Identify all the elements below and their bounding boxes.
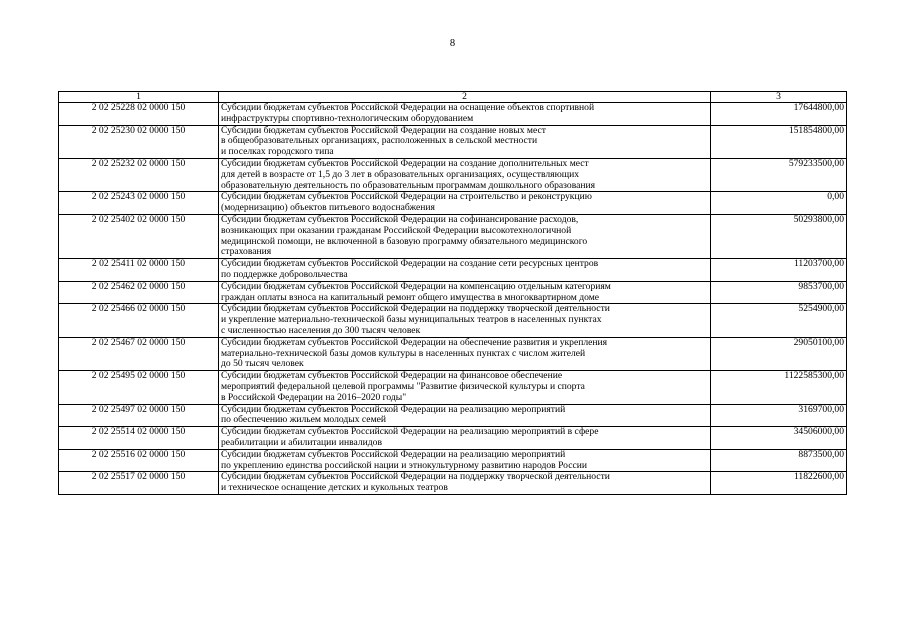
amount-cell: 11822600,00	[711, 472, 847, 495]
table-row	[59, 259, 847, 282]
amount-cell: 50293800,00	[711, 214, 847, 258]
budget-code-cell: 2 02 25466 02 0000 150	[59, 304, 219, 337]
table-row	[59, 371, 847, 404]
amount-cell: 34506000,00	[711, 427, 847, 450]
budget-code-cell: 2 02 25243 02 0000 150	[59, 192, 219, 215]
amount-cell: 11203700,00	[711, 259, 847, 282]
amount-cell: 9853700,00	[711, 281, 847, 304]
table-row	[59, 214, 847, 258]
amount-cell: 151854800,00	[711, 125, 847, 158]
table-row	[59, 103, 847, 126]
amount-cell: 5254900,00	[711, 304, 847, 337]
table-row	[59, 192, 847, 215]
revenue-name-cell: Субсидии бюджетам субъектов Российской Федерации на обеспечение развития и укрепления материально-технической базы домов культуры в населенных пунктах с числом жителей до 50 тысяч человек	[219, 337, 711, 370]
revenue-name-cell: Субсидии бюджетам субъектов Российской Федерации на реализацию мероприятий по обеспечению жильем молодых семей	[219, 404, 711, 427]
column-header-amount: 3	[711, 92, 847, 103]
budget-code-cell: 2 02 25228 02 0000 150	[59, 103, 219, 126]
table-row	[59, 304, 847, 337]
revenue-name-cell: Субсидии бюджетам субъектов Российской Федерации на оснащение объектов спортивной инфраструктуры спортивно-технологическим оборудованием	[219, 103, 711, 126]
amount-cell: 29050100,00	[711, 337, 847, 370]
amount-cell: 1122585300,00	[711, 371, 847, 404]
amount-cell: 579233500,00	[711, 158, 847, 191]
budget-code-cell: 2 02 25497 02 0000 150	[59, 404, 219, 427]
budget-code-cell: 2 02 25467 02 0000 150	[59, 337, 219, 370]
amount-cell: 3169700,00	[711, 404, 847, 427]
table-row	[59, 337, 847, 370]
budget-code-cell: 2 02 25402 02 0000 150	[59, 214, 219, 258]
budget-code-cell: 2 02 25514 02 0000 150	[59, 427, 219, 450]
revenue-name-cell: Субсидии бюджетам субъектов Российской Федерации на создание дополнительных мест для детей в возрасте от 1,5 до 3 лет в образовательных организациях, осуществляющих образовательную деятельность по образовательным программам дошкольного образования	[219, 158, 711, 191]
amount-cell: 17644800,00	[711, 103, 847, 126]
table-row	[59, 158, 847, 191]
page-number: 8	[449, 38, 456, 49]
table-header-row	[59, 92, 847, 103]
amount-cell: 0,00	[711, 192, 847, 215]
revenue-name-cell: Субсидии бюджетам субъектов Российской Федерации на поддержку творческой деятельности и техническое оснащение детских и кукольных театров	[219, 472, 711, 495]
table-row	[59, 427, 847, 450]
revenue-name-cell: Субсидии бюджетам субъектов Российской Федерации на компенсацию отдельным категориям граждан оплаты взноса на капитальный ремонт общего имущества в многоквартирном доме	[219, 281, 711, 304]
table-row	[59, 472, 847, 495]
revenue-name-cell: Субсидии бюджетам субъектов Российской Федерации на реализацию мероприятий по укреплению единства российской нации и этнокультурному развитию народов России	[219, 449, 711, 472]
table-row	[59, 281, 847, 304]
revenue-name-cell: Субсидии бюджетам субъектов Российской Федерации на строительство и реконструкцию (модернизацию) объектов питьевого водоснабжения	[219, 192, 711, 215]
budget-code-cell: 2 02 25232 02 0000 150	[59, 158, 219, 191]
table-row	[59, 404, 847, 427]
revenue-name-cell: Субсидии бюджетам субъектов Российской Федерации на создание новых мест в общеобразовательных организациях, расположенных в сельской местности и поселках городского типа	[219, 125, 711, 158]
budget-code-cell: 2 02 25517 02 0000 150	[59, 472, 219, 495]
table-row	[59, 449, 847, 472]
table-row	[59, 125, 847, 158]
budget-code-cell: 2 02 25230 02 0000 150	[59, 125, 219, 158]
budget-code-cell: 2 02 25516 02 0000 150	[59, 449, 219, 472]
amount-cell: 8873500,00	[711, 449, 847, 472]
revenue-name-cell: Субсидии бюджетам субъектов Российской Федерации на поддержку творческой деятельности и укрепление материально-технической базы муниципальных театров в населенных пунктах с численностью населения до 300 тысяч человек	[219, 304, 711, 337]
revenue-name-cell: Субсидии бюджетам субъектов Российской Федерации на реализацию мероприятий в сфере реабилитации и абилитации инвалидов	[219, 427, 711, 450]
revenue-name-cell: Субсидии бюджетам субъектов Российской Федерации на софинансирование расходов, возникающих при оказании гражданам Российской Федерации высокотехнологичной медицинской помощи, не включенной в базовую программу обязательного медицинского страхования	[219, 214, 711, 258]
budget-revenue-table	[58, 91, 847, 495]
revenue-name-cell: Субсидии бюджетам субъектов Российской Федерации на создание сети ресурсных центров по поддержке добровольчества	[219, 259, 711, 282]
revenue-name-cell: Субсидии бюджетам субъектов Российской Федерации на финансовое обеспечение мероприятий федеральной целевой программы "Развитие физической культуры и спорта в Российской Федерации на 2016–2020 годы"	[219, 371, 711, 404]
budget-code-cell: 2 02 25495 02 0000 150	[59, 371, 219, 404]
budget-code-cell: 2 02 25462 02 0000 150	[59, 281, 219, 304]
budget-code-cell: 2 02 25411 02 0000 150	[59, 259, 219, 282]
column-header-code: 1	[59, 92, 219, 103]
column-header-name: 2	[219, 92, 711, 103]
